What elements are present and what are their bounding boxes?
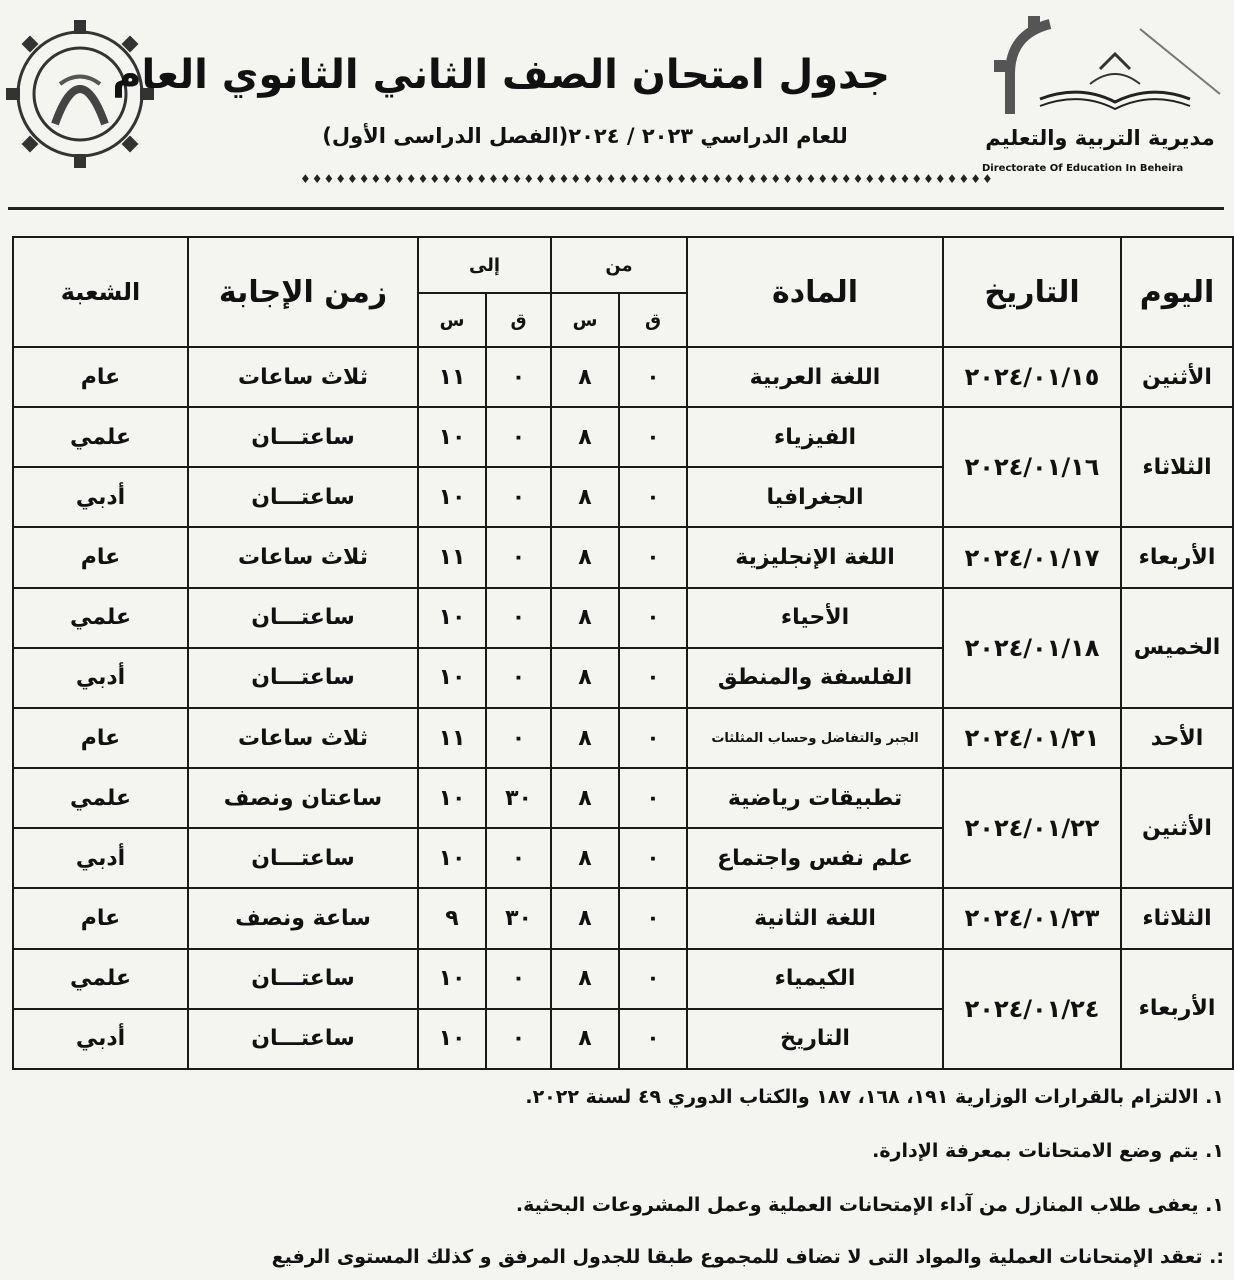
note-item: ١. يتم وضع الامتحانات بمعرفة الإدارة. bbox=[872, 1140, 1224, 1162]
date-cell: ٢٠٢٤/٠١/٢٣ bbox=[943, 888, 1121, 948]
table-row bbox=[13, 949, 1233, 1009]
directorate-name-en: Directorate Of Education In Beheira bbox=[982, 163, 1184, 174]
from-minute-cell: ٠ bbox=[619, 527, 687, 587]
to-minute-cell: ٠ bbox=[486, 527, 551, 587]
table-row bbox=[13, 527, 1233, 587]
branch-cell: علمي bbox=[13, 768, 188, 828]
to-minute-cell: ٠ bbox=[486, 708, 551, 768]
duration-cell: ساعتـــان bbox=[188, 648, 418, 708]
from-minute-cell: ٠ bbox=[619, 828, 687, 888]
header-to-minute: ق bbox=[486, 293, 551, 347]
table-row bbox=[13, 768, 1233, 828]
to-minute-cell: ٠ bbox=[486, 588, 551, 648]
header-from-hour: س bbox=[551, 293, 619, 347]
date-cell: ٢٠٢٤/٠١/٢١ bbox=[943, 708, 1121, 768]
subject-cell: علم نفس واجتماع bbox=[687, 828, 943, 888]
exam-schedule-table bbox=[12, 236, 1234, 1070]
duration-cell: ساعتـــان bbox=[188, 588, 418, 648]
to-minute-cell: ٠ bbox=[486, 1009, 551, 1069]
page-subtitle: للعام الدراسي ٢٠٢٣ / ٢٠٢٤(الفصل الدراسى الأول) bbox=[322, 124, 848, 148]
duration-cell: ثلاث ساعات bbox=[188, 527, 418, 587]
table-row bbox=[13, 888, 1233, 948]
to-hour-cell: ١٠ bbox=[418, 949, 486, 1009]
subject-cell: تطبيقات رياضية bbox=[687, 768, 943, 828]
day-cell: الأحد bbox=[1121, 708, 1233, 768]
from-hour-cell: ٨ bbox=[551, 1009, 619, 1069]
duration-cell: ساعتـــان bbox=[188, 949, 418, 1009]
duration-cell: ثلاث ساعات bbox=[188, 708, 418, 768]
branch-cell: أدبي bbox=[13, 828, 188, 888]
header-rule bbox=[8, 207, 1224, 210]
to-hour-cell: ١٠ bbox=[418, 1009, 486, 1069]
from-minute-cell: ٠ bbox=[619, 1009, 687, 1069]
branch-cell: أدبي bbox=[13, 467, 188, 527]
to-hour-cell: ١٠ bbox=[418, 768, 486, 828]
subject-cell: التاريخ bbox=[687, 1009, 943, 1069]
duration-cell: ساعتـــان bbox=[188, 828, 418, 888]
to-minute-cell: ٠ bbox=[486, 467, 551, 527]
header-from-minute: ق bbox=[619, 293, 687, 347]
header-duration: زمن الإجابة bbox=[188, 237, 418, 347]
directorate-name-ar: مديرية التربية والتعليم bbox=[985, 126, 1215, 150]
to-hour-cell: ١١ bbox=[418, 527, 486, 587]
duration-cell: ساعة ونصف bbox=[188, 888, 418, 948]
to-minute-cell: ٣٠ bbox=[486, 888, 551, 948]
branch-cell: علمي bbox=[13, 949, 188, 1009]
subject-cell: الجبر والتفاضل وحساب المثلثات bbox=[687, 708, 943, 768]
from-minute-cell: ٠ bbox=[619, 407, 687, 467]
to-hour-cell: ١٠ bbox=[418, 588, 486, 648]
duration-cell: ساعتـــان bbox=[188, 467, 418, 527]
duration-cell: ساعتـــان bbox=[188, 407, 418, 467]
date-cell: ٢٠٢٤/٠١/١٦ bbox=[943, 407, 1121, 527]
day-cell: الخميس bbox=[1121, 588, 1233, 708]
date-cell: ٢٠٢٤/٠١/١٧ bbox=[943, 527, 1121, 587]
subject-cell: اللغة العربية bbox=[687, 347, 943, 407]
to-hour-cell: ١٠ bbox=[418, 407, 486, 467]
decorative-divider: ♦♦♦♦♦♦♦♦♦♦♦♦♦♦♦♦♦♦♦♦♦♦♦♦♦♦♦♦♦♦♦♦♦♦♦♦♦♦♦♦♦♦♦♦♦♦♦♦♦♦♦♦♦♦♦♦♦♦♦ bbox=[300, 172, 994, 186]
branch-cell: عام bbox=[13, 888, 188, 948]
subject-cell: الأحياء bbox=[687, 588, 943, 648]
right-book-logo bbox=[990, 14, 1220, 124]
table-row bbox=[13, 708, 1233, 768]
day-cell: الأربعاء bbox=[1121, 949, 1233, 1069]
duration-cell: ثلاث ساعات bbox=[188, 347, 418, 407]
from-hour-cell: ٨ bbox=[551, 708, 619, 768]
note-item: :. تعقد الإمتحانات العملية والمواد التى لا تضاف للمجموع طبقا للجدول المرفق و كذلك المستوى الرفيع bbox=[271, 1246, 1224, 1268]
header-date: التاريخ bbox=[943, 237, 1121, 347]
from-hour-cell: ٨ bbox=[551, 949, 619, 1009]
from-hour-cell: ٨ bbox=[551, 407, 619, 467]
to-minute-cell: ٠ bbox=[486, 949, 551, 1009]
from-hour-cell: ٨ bbox=[551, 588, 619, 648]
page-title: جدول امتحان الصف الثاني الثانوي العام bbox=[112, 52, 890, 98]
from-minute-cell: ٠ bbox=[619, 467, 687, 527]
header-to: إلى bbox=[418, 237, 551, 293]
branch-cell: عام bbox=[13, 708, 188, 768]
table-row bbox=[13, 347, 1233, 407]
branch-cell: أدبي bbox=[13, 648, 188, 708]
to-minute-cell: ٠ bbox=[486, 407, 551, 467]
branch-cell: أدبي bbox=[13, 1009, 188, 1069]
to-hour-cell: ١٠ bbox=[418, 467, 486, 527]
header-subject: المادة bbox=[687, 237, 943, 347]
day-cell: الأثنين bbox=[1121, 347, 1233, 407]
to-minute-cell: ٠ bbox=[486, 648, 551, 708]
from-minute-cell: ٠ bbox=[619, 347, 687, 407]
from-hour-cell: ٨ bbox=[551, 467, 619, 527]
from-minute-cell: ٠ bbox=[619, 648, 687, 708]
subject-cell: الجغرافيا bbox=[687, 467, 943, 527]
to-minute-cell: ٠ bbox=[486, 828, 551, 888]
subject-cell: اللغة الثانية bbox=[687, 888, 943, 948]
header-from: من bbox=[551, 237, 687, 293]
day-cell: الأثنين bbox=[1121, 768, 1233, 888]
subject-cell: اللغة الإنجليزية bbox=[687, 527, 943, 587]
from-hour-cell: ٨ bbox=[551, 527, 619, 587]
date-cell: ٢٠٢٤/٠١/٢٤ bbox=[943, 949, 1121, 1069]
day-cell: الأربعاء bbox=[1121, 527, 1233, 587]
from-hour-cell: ٨ bbox=[551, 347, 619, 407]
from-minute-cell: ٠ bbox=[619, 888, 687, 948]
from-minute-cell: ٠ bbox=[619, 708, 687, 768]
subject-cell: الكيمياء bbox=[687, 949, 943, 1009]
to-hour-cell: ١١ bbox=[418, 708, 486, 768]
branch-cell: علمي bbox=[13, 407, 188, 467]
from-hour-cell: ٨ bbox=[551, 828, 619, 888]
day-cell: الثلاثاء bbox=[1121, 888, 1233, 948]
note-item: ١. الالتزام بالقرارات الوزارية ١٩١، ١٦٨، ١٨٧ والكتاب الدوري ٤٩ لسنة ٢٠٢٢. bbox=[525, 1086, 1224, 1108]
to-hour-cell: ١٠ bbox=[418, 828, 486, 888]
from-minute-cell: ٠ bbox=[619, 588, 687, 648]
to-hour-cell: ١١ bbox=[418, 347, 486, 407]
from-minute-cell: ٠ bbox=[619, 768, 687, 828]
day-cell: الثلاثاء bbox=[1121, 407, 1233, 527]
duration-cell: ساعتـــان bbox=[188, 1009, 418, 1069]
subject-cell: الفلسفة والمنطق bbox=[687, 648, 943, 708]
subject-cell: الفيزياء bbox=[687, 407, 943, 467]
header-day: اليوم bbox=[1121, 237, 1233, 347]
from-hour-cell: ٨ bbox=[551, 888, 619, 948]
table-row bbox=[13, 588, 1233, 648]
date-cell: ٢٠٢٤/٠١/١٨ bbox=[943, 588, 1121, 708]
to-hour-cell: ٩ bbox=[418, 888, 486, 948]
duration-cell: ساعتان ونصف bbox=[188, 768, 418, 828]
header-branch: الشعبة bbox=[13, 237, 188, 347]
branch-cell: عام bbox=[13, 347, 188, 407]
to-minute-cell: ٠ bbox=[486, 347, 551, 407]
branch-cell: عام bbox=[13, 527, 188, 587]
to-minute-cell: ٣٠ bbox=[486, 768, 551, 828]
from-hour-cell: ٨ bbox=[551, 648, 619, 708]
to-hour-cell: ١٠ bbox=[418, 648, 486, 708]
header-to-hour: س bbox=[418, 293, 486, 347]
note-item: ١. يعفى طلاب المنازل من آداء الإمتحانات العملية وعمل المشروعات البحثية. bbox=[515, 1194, 1224, 1216]
table-row bbox=[13, 407, 1233, 467]
branch-cell: علمي bbox=[13, 588, 188, 648]
date-cell: ٢٠٢٤/٠١/٢٢ bbox=[943, 768, 1121, 888]
from-hour-cell: ٨ bbox=[551, 768, 619, 828]
date-cell: ٢٠٢٤/٠١/١٥ bbox=[943, 347, 1121, 407]
from-minute-cell: ٠ bbox=[619, 949, 687, 1009]
